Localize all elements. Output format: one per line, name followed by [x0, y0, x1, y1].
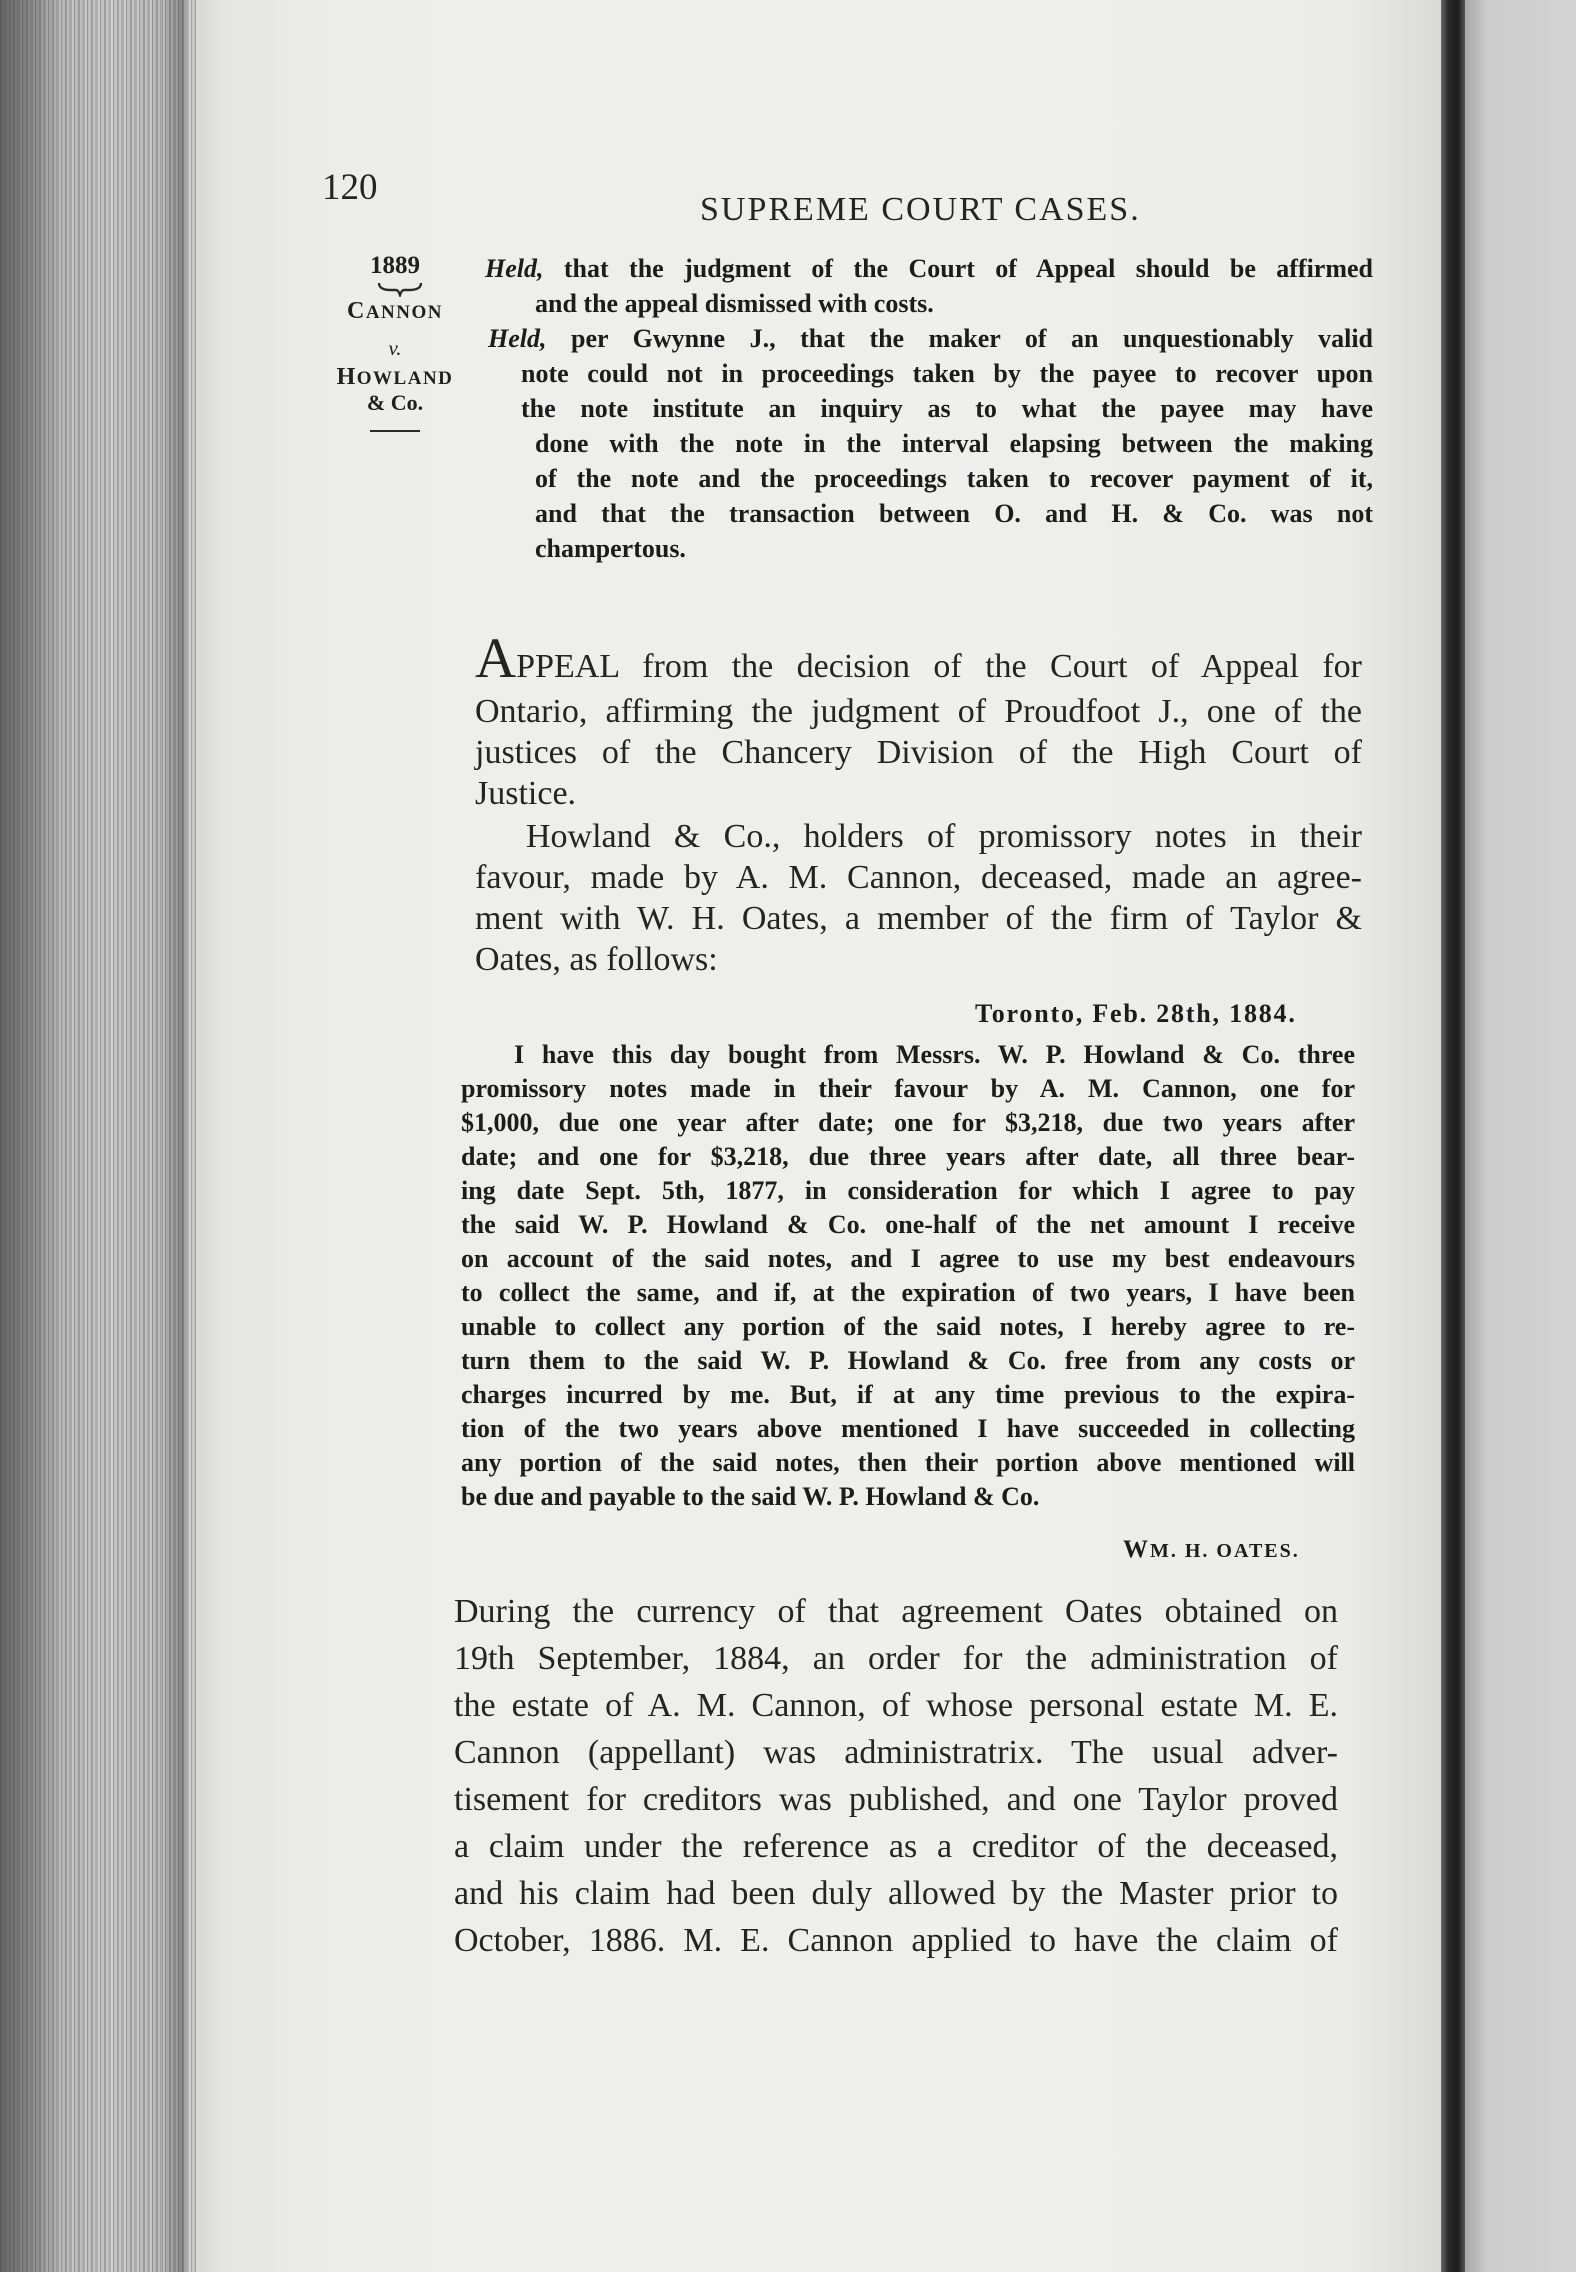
headnote-line [485, 321, 1373, 356]
agreement-line: be due and payable to the said W. P. Howland & Co. [461, 1482, 1040, 1511]
running-title: SUPREME COURT CASES. [700, 191, 1141, 228]
held-label: Held, [488, 324, 547, 353]
continuation-line: tisement for creditors was published, and one Taylor proved [454, 1781, 1338, 1818]
margin-respondent-company: & Co. [366, 390, 424, 415]
headnote-text: that the judgment of the Court of Appeal should be affirmed [563, 254, 1373, 283]
statement-line: ment with W. H. Oates, a member of the firm of Taylor & [475, 900, 1362, 937]
headnote-line: and the appeal dismissed with costs. [535, 289, 934, 318]
agreement-line: date; and one for $3,218, due three years after date, all three bear- [461, 1142, 1355, 1171]
continuation-line: 19th September, 1884, an order for the administration of [454, 1640, 1338, 1677]
agreement-letter [461, 1038, 1355, 1514]
book-page-edges [0, 0, 196, 2272]
margin-year: 1889 [370, 252, 420, 279]
agreement-line: I have this day bought from Messrs. W. P. Howland & Co. three [514, 1040, 1355, 1069]
statement-paragraph [475, 627, 1362, 814]
statement-line: justices of the Chancery Division of the High Court of [475, 734, 1362, 771]
headnote-line: note could not in proceedings taken by the payee to recover upon [521, 359, 1373, 388]
agreement-date: Toronto, Feb. 28th, 1884. [975, 999, 1297, 1028]
headnote-line: done with the note in the interval elapsing between the making [535, 429, 1373, 458]
agreement-line: on account of the said notes, and I agree to use my best endeavours [461, 1244, 1355, 1273]
agreement-line: the said W. P. Howland & Co. one-half of the net amount I receive [461, 1210, 1355, 1239]
agreement-line: charges incurred by me. But, if at any time previous to the expira- [461, 1380, 1355, 1409]
continuation-paragraph [454, 1588, 1338, 1964]
headnote-text: per Gwynne J., that the maker of an unquestionably valid [571, 324, 1373, 353]
headnote-line [485, 251, 1373, 286]
headnote-line: of the note and the proceedings taken to recover payment of it, [535, 464, 1373, 493]
agreement-line: unable to collect any portion of the said notes, I hereby agree to re- [461, 1312, 1355, 1341]
headnote-line: champertous. [535, 534, 686, 563]
page-number: 120 [322, 167, 378, 208]
agreement-line: any portion of the said notes, then their portion above mentioned will [461, 1448, 1355, 1477]
statement-line: Ontario, affirming the judgment of Proudfoot J., one of the [475, 693, 1362, 730]
continuation-line: October, 1886. M. E. Cannon applied to have the claim of [454, 1922, 1338, 1959]
statement-line: favour, made by A. M. Cannon, deceased, made an agree- [475, 859, 1362, 896]
adjacent-page [1465, 0, 1576, 2272]
statement-line: Justice. [475, 775, 577, 812]
statement-line: Howland & Co., holders of promissory notes in their [526, 818, 1362, 855]
headnote-line: and that the transaction between O. and H. & Co. was not [535, 499, 1373, 528]
continuation-line: Cannon (appellant) was administratrix. The usual adver- [454, 1734, 1338, 1771]
agreement-signature: WM. H. OATES. [1123, 1536, 1300, 1563]
agreement-line: turn them to the said W. P. Howland & Co. free from any costs or [461, 1346, 1355, 1375]
headnote-line: the note institute an inquiry as to what the payee may have [521, 394, 1373, 423]
continuation-line: During the currency of that agreement Oates obtained on [454, 1593, 1338, 1630]
agreement-line: $1,000, due one year after date; one for $3,218, due two years after [461, 1108, 1355, 1137]
statement-line: Oates, as follows: [475, 941, 718, 978]
continuation-line: the estate of A. M. Cannon, of whose personal estate M. E. [454, 1687, 1338, 1724]
agreement-line: to collect the same, and if, at the expiration of two years, I have been [461, 1278, 1355, 1307]
agreement-line: tion of the two years above mentioned I have succeeded in collecting [461, 1414, 1355, 1443]
agreement-line: ing date Sept. 5th, 1877, in consideration for which I agree to pay [461, 1176, 1355, 1205]
brace-icon [377, 281, 423, 297]
agreement-line: promissory notes made in their favour by A. M. Cannon, one for [461, 1074, 1355, 1103]
margin-versus: v. [388, 336, 402, 360]
margin-rule [370, 430, 420, 432]
statement-line: APPEAL from the decision of the Court of Appeal for [475, 627, 1362, 690]
held-label: Held, [485, 254, 544, 283]
continuation-line: and his claim had been duly allowed by the Master prior to [454, 1875, 1338, 1912]
statement-paragraph [475, 816, 1362, 980]
gutter-shadow [1441, 0, 1465, 2272]
continuation-line: a claim under the reference as a creditor of the deceased, [454, 1828, 1338, 1865]
headnote [485, 251, 1373, 566]
margin-respondent: HOWLAND [336, 364, 454, 390]
margin-appellant: CANNON [346, 298, 443, 324]
